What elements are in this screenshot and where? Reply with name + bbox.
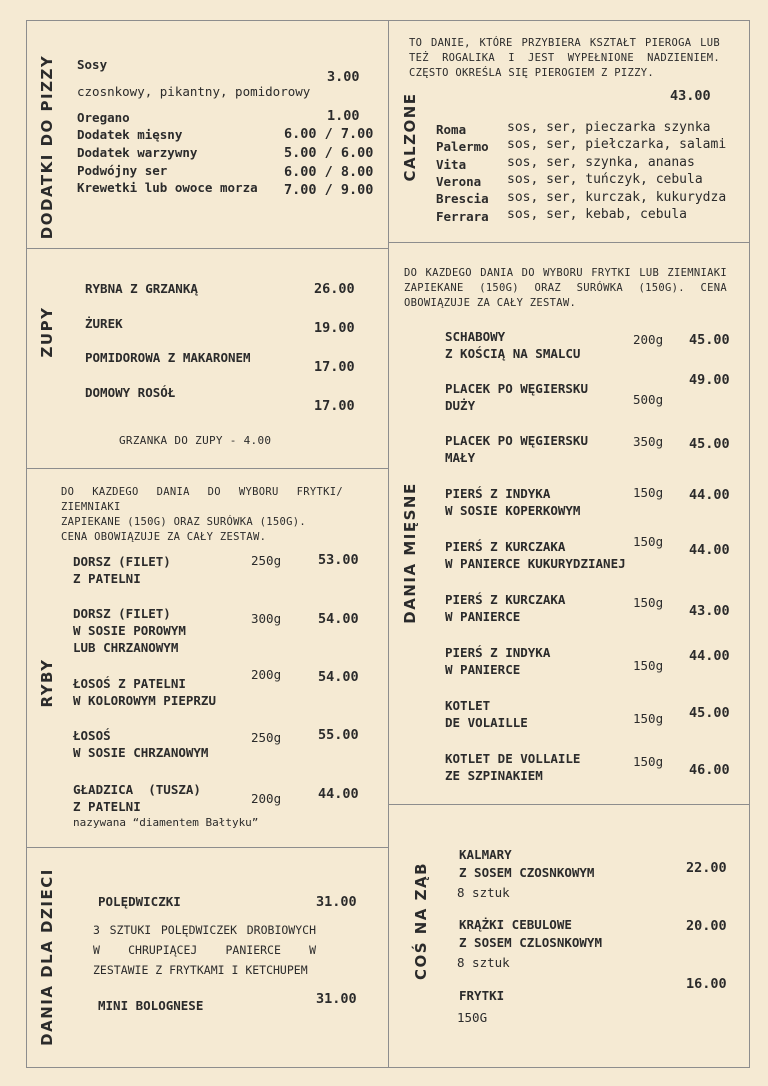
extra-price: 5.00 / 6.00	[284, 145, 374, 161]
soup-name: RYBNA Z GRZANKĄ	[85, 281, 198, 296]
section-label-zupy: ZUPY	[38, 306, 56, 358]
menu-page	[26, 20, 750, 1068]
fish-name: ŁOSOŚ Z PATELNI W KOLOROWYM PIEPRZU	[73, 676, 216, 708]
kids-price: 31.00	[316, 991, 357, 1007]
section-zab	[388, 804, 749, 1067]
section-zupy	[27, 248, 388, 468]
soup-note: GRZANKA DO ZUPY - 4.00	[119, 434, 272, 447]
calzone-desc: sos, ser, tuńczyk, cebula	[507, 172, 703, 187]
fish-extra-note: nazywana “diamentem Bałtyku”	[73, 816, 259, 829]
extra-price: 6.00 / 8.00	[284, 164, 374, 180]
fish-price: 44.00	[318, 786, 359, 802]
meat-dish-weight: 150g	[633, 754, 664, 769]
fish-price: 55.00	[318, 727, 359, 743]
soup-price: 17.00	[314, 359, 355, 375]
section-label-dodatki: DODATKI DO PIZZY	[38, 54, 56, 240]
section-label-ryby: RYBY	[38, 658, 56, 708]
meat-dish-weight: 150g	[633, 658, 664, 673]
section-calzone	[388, 21, 749, 242]
fish-weight: 200g	[251, 791, 282, 806]
meat-dish-weight: 150g	[633, 595, 664, 610]
fish-weight: 200g	[251, 667, 282, 682]
calzone-desc: sos, ser, pieczarka szynka	[507, 120, 711, 135]
calzone-name: Ferrara	[436, 209, 489, 224]
meat-dish-weight: 350g	[633, 434, 664, 449]
soup-name: DOMOWY ROSÓŁ	[85, 385, 176, 400]
calzone-desc: sos, ser, kurczak, kukurydza	[507, 190, 727, 205]
extra-name: Dodatek mięsny	[77, 127, 183, 142]
fish-name: ŁOSOŚ W SOSIE CHRZANOWYM	[73, 728, 209, 760]
snack-price: 16.00	[686, 976, 727, 992]
calzone-name: Palermo	[436, 139, 489, 154]
kids-price: 31.00	[316, 894, 357, 910]
calzone-desc: sos, ser, kebab, cebula	[507, 207, 688, 222]
meat-dish-name: SCHABOWY Z KOŚCIĄ NA SMALCU	[445, 329, 581, 361]
meat-dish-price: 44.00	[689, 648, 730, 664]
meat-dish-price: 44.00	[689, 487, 730, 503]
fish-price: 54.00	[318, 611, 359, 627]
fish-weight: 250g	[251, 553, 282, 568]
calzone-price: 43.00	[670, 88, 711, 104]
fish-name: DORSZ (FILET) W SOSIE POROWYM LUB CHRZANOWYM	[73, 606, 186, 655]
meat-dish-name: KOTLET DE VOLAILLE	[445, 698, 528, 730]
calzone-desc: sos, ser, szynka, ananas	[507, 155, 695, 170]
extra-name: Podwójny ser	[77, 163, 168, 178]
section-mieso	[388, 242, 749, 804]
snack-sub: 8 sztuk	[457, 955, 510, 970]
snack-name: FRYTKI	[459, 988, 505, 1003]
meat-dish-weight: 200g	[633, 332, 664, 347]
meat-dish-weight: 500g	[633, 392, 664, 407]
extra-name: Oregano	[77, 110, 130, 125]
section-dodatki	[27, 21, 388, 248]
sosy-desc: czosnkowy, pikantny, pomidorowy	[77, 84, 311, 99]
fish-weight: 300g	[251, 611, 282, 626]
snack-name: KALMARY Z SOSEM CZOSNKOWYM	[459, 847, 595, 880]
sosy-price: 3.00	[327, 69, 360, 85]
section-dzieci	[27, 847, 388, 1067]
fish-price: 54.00	[318, 669, 359, 685]
kids-name: MINI BOLOGNESE	[98, 998, 204, 1013]
meat-dish-name: PLACEK PO WĘGIERSKU DUŻY	[445, 381, 588, 413]
snack-price: 20.00	[686, 918, 727, 934]
fish-name: GŁADZICA (TUSZA) Z PATELNI	[73, 782, 201, 814]
fish-weight: 250g	[251, 730, 282, 745]
soup-price: 26.00	[314, 281, 355, 297]
kids-name: POLĘDWICZKI	[98, 894, 181, 909]
soup-name: ŻUREK	[85, 316, 123, 331]
section-label-mieso: DANIA MIĘSNE	[401, 482, 419, 624]
extra-price: 6.00 / 7.00	[284, 126, 374, 142]
calzone-note: TO DANIE, KTÓRE PRZYBIERA KSZTAŁT PIEROGA LUB TEŻ ROGALIKA I JEST WYPEŁNIONE NADZIENIEM. CZĘSTO OKREŚLA SIĘ PIEROGIEM Z PIZZY.	[409, 37, 720, 79]
sosy-heading: Sosy	[77, 57, 108, 72]
fish-name: DORSZ (FILET) Z PATELNI	[73, 554, 171, 586]
fish-price: 53.00	[318, 552, 359, 568]
section-label-zab: COŚ NA ZĄB	[412, 861, 430, 981]
meat-dish-name: PIERŚ Z KURCZAKA W PANIERCE KUKURYDZIANEJ	[445, 539, 626, 571]
kids-desc: 3 SZTUKI POLĘDWICZEK DROBIOWYCH W CHRUPIĄCEJ PANIERCE W ZESTAWIE Z FRYTKAMI I KETCHUPEM	[93, 923, 316, 977]
meat-dish-price: 44.00	[689, 542, 730, 558]
extra-name: Dodatek warzywny	[77, 145, 198, 160]
section-label-dzieci: DANIA DLA DZIECI	[38, 868, 56, 1046]
meat-dish-price: 45.00	[689, 705, 730, 721]
calzone-name: Vita	[436, 157, 467, 172]
snack-sub: 150G	[457, 1010, 488, 1025]
meat-dish-weight: 150g	[633, 711, 664, 726]
section-ryby	[27, 468, 388, 847]
soup-price: 17.00	[314, 398, 355, 414]
meat-dish-price: 45.00	[689, 332, 730, 348]
extra-price: 1.00	[327, 108, 360, 124]
meat-dish-weight: 150g	[633, 485, 664, 500]
ryby-note: DO KAZDEGO DANIA DO WYBORU FRYTKI/ ZIEMNIAKI ZAPIEKANE (150G) ORAZ SURÓWKA (150G). CENA OBOWIĄZUJE ZA CAŁY ZESTAW.	[61, 486, 343, 543]
calzone-desc: sos, ser, piełczarka, salami	[507, 137, 727, 152]
meat-dish-weight: 150g	[633, 534, 664, 549]
calzone-name: Roma	[436, 122, 467, 137]
meat-dish-price: 49.00	[689, 372, 730, 388]
meat-dish-name: KOTLET DE VOLLAILE ZE SZPINAKIEM	[445, 751, 581, 783]
calzone-name: Verona	[436, 174, 482, 189]
snack-price: 22.00	[686, 860, 727, 876]
meat-dish-name: PIERŚ Z INDYKA W PANIERCE	[445, 645, 551, 677]
snack-sub: 8 sztuk	[457, 885, 510, 900]
meat-dish-price: 43.00	[689, 603, 730, 619]
extra-name: Krewetki lub owoce morza	[77, 180, 258, 195]
meat-dish-name: PIERŚ Z INDYKA W SOSIE KOPERKOWYM	[445, 486, 581, 518]
meat-dish-price: 45.00	[689, 436, 730, 452]
soup-price: 19.00	[314, 320, 355, 336]
snack-name: KRĄŻKI CEBULOWE Z SOSEM CZLOSNKOWYM	[459, 917, 602, 950]
meat-dish-name: PIERŚ Z KURCZAKA W PANIERCE	[445, 592, 566, 624]
meat-dish-name: PLACEK PO WĘGIERSKU MAŁY	[445, 433, 588, 465]
extra-price: 7.00 / 9.00	[284, 182, 374, 198]
section-label-calzone: CALZONE	[401, 92, 419, 182]
mieso-note: DO KAZDEGO DANIA DO WYBORU FRYTKI LUB ZIEMNIAKI ZAPIEKANE (150G) ORAZ SURÓWKA (150G). CENA OBOWIĄZUJE ZA CAŁY ZESTAW.	[404, 267, 727, 309]
meat-dish-price: 46.00	[689, 762, 730, 778]
soup-name: POMIDOROWA Z MAKARONEM	[85, 350, 251, 365]
calzone-name: Brescia	[436, 191, 489, 206]
